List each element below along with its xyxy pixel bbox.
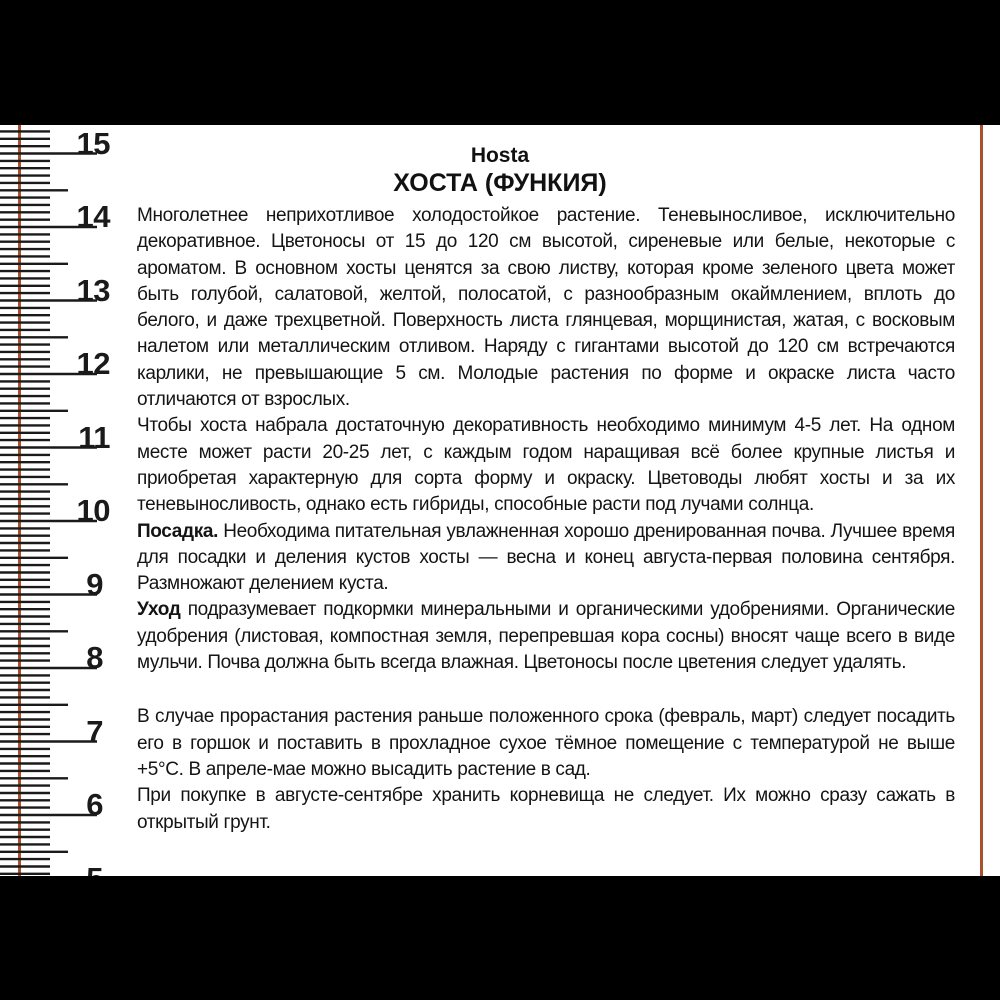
top-black-bar bbox=[0, 0, 1000, 125]
paragraph-4: Уход подразумевает подкормки минеральными и органическими удобрениями. Органические удобрения (листовая, компостная земля, перепревшая кора сосны) вносят чаще всего в виде мульчи. Почва должна быть всегда влажная. Цветоносы после цветения следует удалять. bbox=[137, 599, 955, 674]
title-latin: Hosta bbox=[470, 144, 530, 167]
paragraph-5: В случае прорастания растения раньше положенного срока (февраль, март) следует посадить его в горшок и поставить в прохладное сухое тёмное помещение с температурой не выше +5°С. В апреле-мае можно высадить растение в сад. bbox=[137, 706, 955, 780]
bottom-black-bar bbox=[0, 876, 1000, 1000]
ruler-number-15: 15 bbox=[76, 125, 110, 161]
paragraph-3: Посадка. Необходима питательная увлажненная хорошо дренированная почва. Лучшее время для посадки и деления кустов хосты — весна и конец августа-первая половина сентября. Размножают делением куста. bbox=[137, 520, 955, 595]
ruler-number-12: 12 bbox=[76, 346, 110, 381]
ruler-number-6: 6 bbox=[86, 787, 103, 822]
ruler-number-9: 9 bbox=[86, 566, 103, 602]
paragraph-lead: Уход bbox=[137, 599, 181, 621]
right-margin-red-line bbox=[980, 125, 983, 876]
ruler-number-7: 7 bbox=[86, 713, 103, 749]
ruler-number-10: 10 bbox=[76, 493, 110, 528]
paragraph-1: Многолетнее неприхотливое холодостойкое растение. Теневыносливое, исключительно декоративное. Цветоносы от 15 до 120 см высотой, сиреневые или белые, некоторые с ароматом. В основном хосты ценятся за свою листву, которая кроме зеленого цвета может быть голубой, салатовой, желтой, полосатой, с разнообразным окаймлением, вплоть до белого, и даже трехцветной. Поверхность листа глянцевая, морщинистая, жатая, с восковым налетом или металлическим отливом. Наряду с гигантами высотой до 120 см встречаются карлики, не превышающие 5 см. Молодые растения по форме и окраске листа часто отличаются от взрослых. bbox=[137, 205, 955, 411]
ruler-number-14: 14 bbox=[76, 199, 110, 234]
paper bbox=[0, 125, 1000, 876]
ruler-number-11: 11 bbox=[78, 419, 110, 455]
paragraph-6: При покупке в августе-сентябре хранить корневища не следует. Их можно сразу сажать в открытый грунт. bbox=[137, 785, 955, 833]
ruler-number-13: 13 bbox=[76, 272, 110, 308]
title-russian: ХОСТА (ФУНКИЯ) bbox=[393, 169, 607, 197]
article-body bbox=[137, 203, 955, 836]
paragraph-2: Чтобы хоста набрала достаточную декоративность необходимо минимум 4-5 лет. На одном месте может расти 20-25 лет, с каждым годом наращивая всё более крупные листья и приобретая характерную для сорта форму и окраску. Цветоводы любят хосты и за их теневыносливость, однако есть гибриды, способные расти под лучами солнца. bbox=[137, 415, 955, 516]
paragraph-lead: Посадка. bbox=[137, 520, 218, 542]
article-header bbox=[0, 144, 1000, 197]
ruler-number-8: 8 bbox=[86, 640, 103, 675]
